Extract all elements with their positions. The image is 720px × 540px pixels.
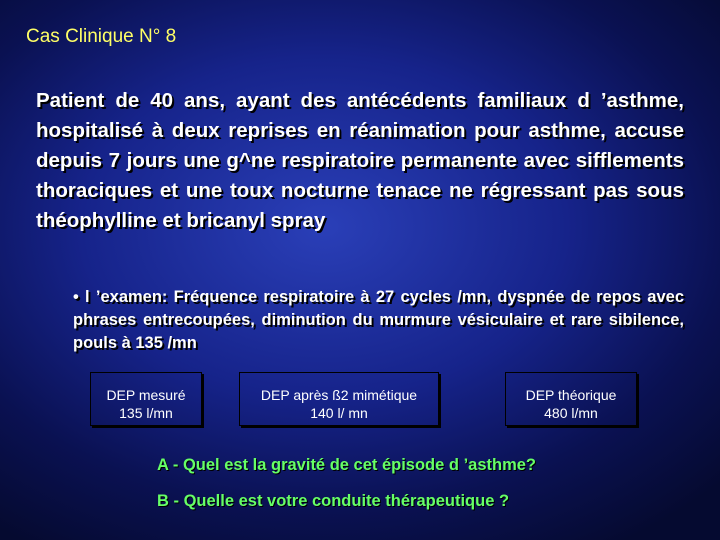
dep-theoretical-value: 480 l/mn xyxy=(544,405,598,421)
dep-measured-box xyxy=(90,372,202,426)
dep-after-beta2-label: DEP après ß2 mimétique xyxy=(260,387,418,403)
dep-measured-value: 135 l/mn xyxy=(119,405,173,421)
dep-after-beta2-value: 140 l/ mn xyxy=(310,405,368,421)
clinical-exam-paragraph: • l ’examen: Fréquence respiratoire à 27 cycles /mn, dyspnée de repos avec phrases entrecoupées, diminution du murmure vésiculaire et rare sibilence, pouls à 135 /mn xyxy=(73,288,684,352)
dep-measured-label: DEP mesuré xyxy=(106,387,186,403)
patient-history-paragraph: Patient de 40 ans, ayant des antécédents familiaux d ’asthme, hospitalisé à deux reprises en réanimation pour asthme, accuse depuis 7 jours une g^ne respiratoire permanente avec sifflements thoraciques et une toux nocturne tenace ne régressant pas sous théophylline et bricanyl spray xyxy=(36,89,684,232)
dep-theoretical-label: DEP théorique xyxy=(525,387,617,403)
slide-title: Cas Clinique N° 8 xyxy=(26,26,177,47)
dep-theoretical-box xyxy=(505,372,637,426)
dep-after-beta2-box xyxy=(239,372,439,426)
question-b: B - Quelle est votre conduite thérapeutique ? xyxy=(157,492,510,510)
question-a: A - Quel est la gravité de cet épisode d ’asthme? xyxy=(157,456,537,474)
